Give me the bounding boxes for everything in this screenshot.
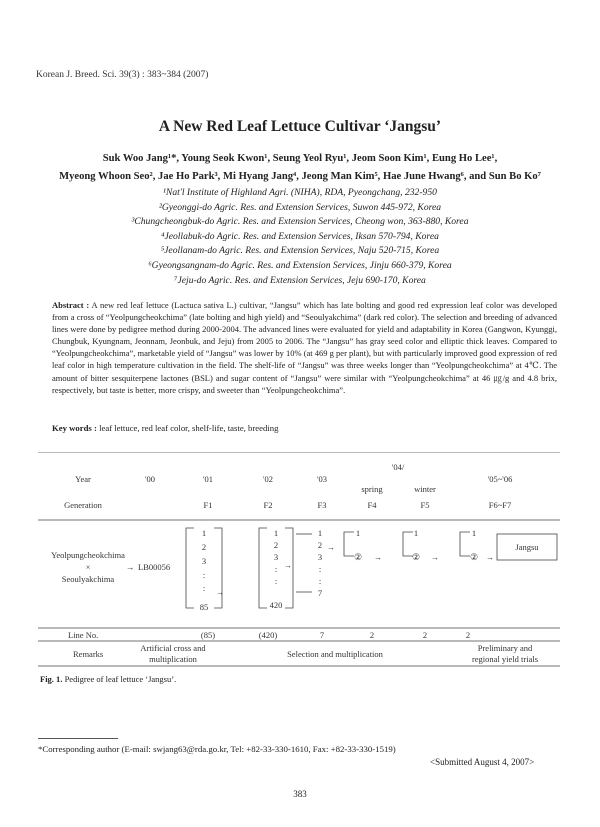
affiliation-2: ²Gyeonggi-do Agric. Res. and Extension Services, Suwon 445-972, Korea (158, 201, 442, 213)
remark-cross: Artificial cross and (140, 643, 206, 653)
cross-sign: × (85, 562, 91, 572)
f3-item: : (318, 564, 322, 574)
f6-selected: ② (469, 552, 479, 562)
line-no-f6: 2 (465, 630, 471, 640)
corresponding-author-footnote: *Corresponding author (E-mail: swjang63@rda.go.kr, Tel: +82-33-330-1610, Fax: +82-33-330-1519) (38, 744, 396, 754)
journal-citation: Korean J. Breed. Sci. 39(3) : 383~384 (2007) (36, 70, 209, 80)
year-05-06: '05~'06 (487, 474, 513, 484)
f6-bracket (460, 532, 470, 556)
caption-label: Fig. 1. (40, 674, 63, 684)
f3-item: 1 (317, 528, 323, 538)
year-03: '03 (316, 474, 328, 484)
gen-f3: F3 (317, 500, 327, 510)
gen-f1: F1 (203, 500, 213, 510)
affiliation-3: ³Chungcheongbuk-do Agric. Res. and Extension Services, Cheong won, 363-880, Korea (131, 216, 469, 228)
f2-arrow: → (284, 561, 292, 570)
article-title: A New Red Leaf Lettuce Cultivar ‘Jangsu’ (158, 118, 442, 135)
affiliation-6: ⁶Gyeongsangnam-do Agric. Res. and Extension Services, Jinju 660-379, Korea (148, 259, 452, 271)
authors-line-1: Suk Woo Jang¹*, Young Seok Kwon¹, Seung Yeol Ryu¹, Jeom Soon Kim¹, Eung Ho Lee¹, (102, 153, 498, 164)
arrow-to-cross: → (126, 562, 135, 572)
line-no-f3: 7 (319, 630, 325, 640)
abstract (52, 299, 557, 396)
year-02: '02 (262, 474, 274, 484)
remark-trials-2: regional yield trials (471, 654, 539, 664)
f2-item: : (274, 564, 278, 574)
parent-1: Yeolpungcheokchima (51, 550, 125, 560)
season-winter: winter (414, 484, 436, 494)
f2-item: : (274, 576, 278, 586)
abstract-label: Abstract : (52, 300, 90, 310)
keywords (52, 423, 557, 433)
f1-item: : (202, 570, 206, 580)
f1-item: 85 (199, 602, 209, 612)
f3-item: 3 (317, 552, 323, 562)
f1-arrow: → (216, 588, 224, 597)
f3-item: 7 (317, 588, 323, 598)
author-list (40, 150, 560, 186)
f4-line-1: 1 (355, 528, 361, 538)
keywords-label: Key words : (52, 423, 97, 433)
jangsu-label: Jangsu (515, 542, 539, 552)
f2-item: 2 (273, 540, 279, 550)
year-01: '01 (202, 474, 214, 484)
f3-arrow: → (327, 543, 335, 552)
f1-bracket (186, 528, 194, 608)
f4-bracket (344, 532, 354, 556)
f2-item: 3 (273, 552, 279, 562)
f2-item: 1 (273, 528, 279, 538)
f3-item: : (318, 576, 322, 586)
caption-text: Pedigree of leaf lettuce ‘Jangsu’. (64, 674, 177, 684)
gen-f4: F4 (367, 500, 377, 510)
f1-item: : (202, 583, 206, 593)
affiliation-1: ¹Nat'l Institute of Highland Agri. (NIHA), RDA, Pyeongchang, 232-950 (163, 187, 437, 198)
generation-label: Generation (64, 500, 102, 510)
f5-arrow: → (431, 553, 439, 562)
page-number: 383 (293, 789, 307, 799)
f2-bracket (259, 528, 267, 608)
f3-item: 2 (317, 540, 323, 550)
affiliation-4: ⁴Jeollabuk-do Agric. Res. and Extension Services, Iksan 570-794, Korea (161, 230, 439, 242)
f4-selected: ② (353, 552, 363, 562)
footnote-rule (38, 738, 118, 739)
affiliation-5: ⁵Jeollanam-do Agric. Res. and Extension Services, Naju 520-715, Korea (160, 245, 440, 257)
remark-trials: Preliminary and (477, 643, 533, 653)
f5-selected: ② (411, 552, 421, 562)
line-no-label: Line No. (68, 630, 99, 640)
parent-2: Seoulyakchima (61, 574, 115, 584)
affiliation-7: ⁷Jeju-do Agric. Res. and Extension Services, Jeju 690-170, Korea (174, 274, 426, 286)
f6-arrow: → (486, 553, 494, 562)
line-no-f1: (85) (200, 630, 216, 640)
remark-cross-2: multiplication (149, 654, 197, 664)
submission-date: <Submitted August 4, 2007> (430, 757, 535, 767)
year-04: '04/ (391, 462, 405, 472)
f1-item: 2 (201, 542, 207, 552)
f4-arrow: → (374, 553, 382, 562)
line-no-f4: 2 (369, 630, 375, 640)
cross-id: LB00056 (138, 562, 171, 572)
gen-f5: F5 (420, 500, 430, 510)
f5-line-1: 1 (413, 528, 419, 538)
remark-selection: Selection and multiplication (287, 649, 383, 659)
remarks-label: Remarks (73, 649, 104, 659)
year-00: '00 (144, 474, 156, 484)
pedigree-figure (38, 452, 560, 672)
gen-f2: F2 (263, 500, 273, 510)
keywords-text: leaf lettuce, red leaf color, shelf-life, taste, breeding (99, 423, 279, 433)
line-no-f2: (420) (258, 630, 278, 640)
abstract-text: A new red leaf lettuce (Lactuca sativa L.) cultivar, “Jangsu” which has late bolting and good red expression leaf color was developed from a cross of “Yeolpungcheokchima” (late bolting and high yield) and “Seoulyakchima” (dark red color). The selection and breeding of advanced lines were done by pedigree method during 2000-2004. The advanced lines were evaluated for yield and adaptability in Korea (Gangwon, Kyunggi, Chungbuk, Kyungnam, Jeonnam, Jeonbuk, and Jeju) from 2005 to 2006. The “Jangsu” has gray seed color and elliptic thick leaves. Compared to “Yeolpungcheokchima”, marketable yield of “Jangsu” was lower by 10% (at 469 g per plant), but with particularly improved good expression of red leaf color in high temperature cultivation in the field. The shelf-life of “Jangsu” was three weeks longer than “Yeolpungcheokchima” at 4℃. The amount of bitter sesquiterpene lactones (BSL) and sugar content of “Jangsu” were similar with “Yeolpungcheokchima” at 46 ㎍/g and 4.8 brix, respectively, but taste is better, more crispy, and sweeter than “Yeolpungcheokchima”. (52, 300, 557, 395)
f6-line-1: 1 (471, 528, 477, 538)
affiliations (40, 186, 560, 288)
season-spring: spring (361, 484, 383, 494)
figure-caption (40, 674, 176, 684)
pedigree-diagram (38, 452, 560, 672)
gen-f6-f7: F6~F7 (488, 500, 512, 510)
f2-item: 420 (269, 600, 283, 610)
year-label: Year (75, 474, 91, 484)
f1-item: 1 (201, 528, 207, 538)
authors-line-2: Myeong Whoon Seo², Jae Ho Park³, Mi Hyang Jang⁴, Jeong Man Kim⁵, Hae June Hwang⁶, and Sun Bo Ko⁷ (59, 171, 541, 182)
f1-item: 3 (201, 556, 207, 566)
line-no-f5: 2 (422, 630, 428, 640)
